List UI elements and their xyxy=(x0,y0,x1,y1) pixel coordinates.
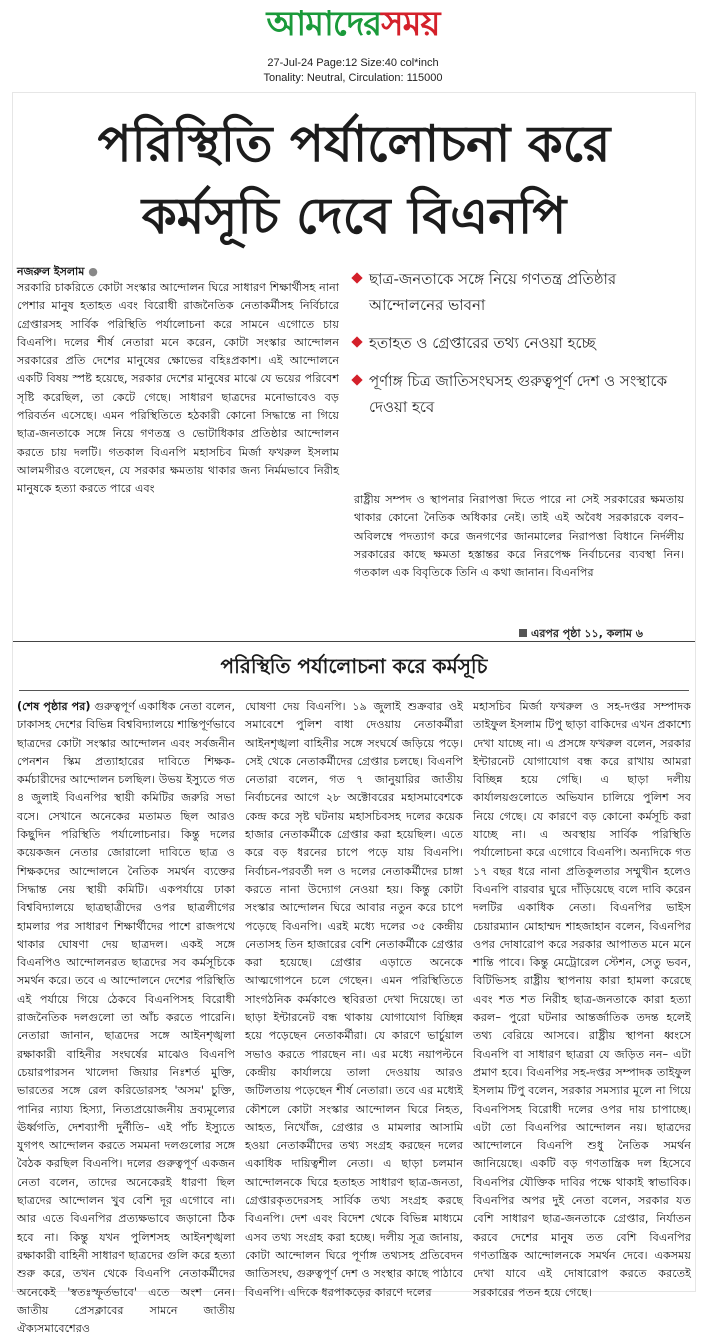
news-clipping xyxy=(12,92,696,1336)
highlights-box xyxy=(353,266,683,432)
continuation-note-text: এরপর পৃষ্ঠা ১১, কলাম ৬ xyxy=(531,627,643,640)
masthead xyxy=(0,0,706,50)
headline-line2: কর্মসূচি দেবে বিএনপি xyxy=(141,187,567,245)
highlight-text: পূর্ণাঙ্গ চিত্র জাতিসংঘসহ গুরুত্বপূর্ণ দেশ ও সংস্থাকে দেওয়া হবে xyxy=(369,372,668,416)
highlight-text: হতাহত ও গ্রেপ্তারের তথ্য নেওয়া হচ্ছে xyxy=(369,334,596,352)
body-column-1 xyxy=(17,698,236,1336)
right-continuation-paragraph: রাষ্ট্রীয় সম্পদ ও স্থাপনার নিরাপত্তা দিতে পারে না সেই সরকারের ক্ষমতায় থাকার কোনো নৈতিক অধিকার নেই। তাই এই অবৈধ সরকারকে বলব– অবিলম্বে পদত্যাগ করে জনগণের জানমালের নিরাপত্তা বিধানে নির্দলীয় সরকারের কাছে ক্ষমতা হস্তান্তর করে নিরপেক্ষ নির্বাচনের ব্যবস্থা নিন। গতকাল এক বিবৃতিকে তিনি এ কথা জানান। বিএনপির xyxy=(354,493,684,580)
continued-section xyxy=(13,641,695,1336)
highlight-item xyxy=(353,330,683,356)
diamond-bullet-icon xyxy=(351,374,362,385)
byline-dot-icon: ● xyxy=(88,265,98,278)
logo-part1: আমাদের xyxy=(266,4,382,44)
headline-line1: পরিস্থিতি পর্যালোচনা করে xyxy=(97,115,611,173)
byline-name: নজরুল ইসলাম xyxy=(17,265,85,278)
highlight-item xyxy=(353,266,683,318)
continued-subhead: পরিস্থিতি পর্যালোচনা করে কর্মসূচি xyxy=(220,654,488,678)
column-text: গুরুত্বপূর্ণ একাধিক নেতা বলেন, ঢাকাসহ দেশের বিভিন্ন বিশ্ববিদ্যালয়ে শান্তিপূর্ণভাবে ছাত্রদের কোটা সংস্কার আন্দোলন এবং সর্বজনীন পেনশন স্কিম প্রত্যাহারের দাবিতে শিক্ষক-কর্মচারীদের আন্দোলন চলছিল। উভয় ইস্যুতে গত ৪ জুলাই বিএনপির স্থায়ী কমিটির জরুরি সভা বসে। সেখানে অনেকের মতামত ছিল আরও কিছুদিন পরিস্থিতি পর্যালোচনার। কিন্তু দলের কয়েকজন নেতার জোরালো দাবিতে ছাত্র ও শিক্ষকদের আন্দোলনে নৈতিক সমর্থন ব্যক্তের সিদ্ধান্ত নেয় স্থায়ী কমিটি। একপর্যায়ে ঢাকা বিশ্ববিদ্যালয়ে ছাত্রছাত্রীদের ওপর ছাত্রলীগের হামলার পর সাধারণ শিক্ষার্থীদের পাশে রাজপথে থাকার ঘোষণা দেয় ছাত্রদল। একই সঙ্গে বিএনপিও আন্দোলনরত ছাত্রদের সব কর্মসূচিকে সমর্থন করে। তবে এ আন্দোলনে দেশের পরিস্থিতি এই পর্যায়ে গিয়ে ঠেকবে বিএনপিসহ বিরোধী রাজনৈতিক দলগুলো তা আঁচ করতে পারেনি। নেতারা জানান, ছাত্রদের সঙ্গে আইনশৃঙ্খলা রক্ষাকারী বাহিনীর সংঘর্ষের মাঝেও বিএনপি চেয়ারপারসন খালেদা জিয়ার নিঃশর্ত মুক্তি, ভারতের সঙ্গে রেল করিডোরসহ 'অসম' চুক্তি, পানির ন্যায্য হিস্যা, নিত্যপ্রয়োজনীয় দ্রব্যমূল্যের ঊর্ধ্বগতি, দেশব্যাপী দুর্নীতি– এই পাঁচ ইস্যুতে যুগপৎ আন্দোলন করতে সমমনা দলগুলোর সঙ্গে বৈঠক করছিল বিএনপি। দলের গুরুত্বপূর্ণ একজন নেতা বলেন, তাদের অনেকেরই ধারণা ছিল ছাত্রদের আন্দোলন খুব বেশি দূর এগোবে না। আর এতে বিএনপির প্রত্যক্ষভাবে জড়ানো ঠিক হবে না। কিন্তু যখন পুলিশসহ আইনশৃঙ্খলা রক্ষাকারী বাহিনী সাধারণ ছাত্রদের গুলি করে হত্যা শুরু করে, তখন থেকে বিএনপি নেতাকর্মীদের অনেকেই 'স্বতঃস্ফূর্তভাবে' এতে অংশ নেন। জাতীয় প্রেসক্লাবের সামনে জাতীয় ঐক্যসমাবেশেরও xyxy=(17,700,236,1336)
clip-meta-page: 27-Jul-24 Page:12 Size:40 col*inch xyxy=(267,57,439,69)
body-column-2: ঘোষণা দেয় বিএনপি। ১৯ জুলাই শুক্রবার ওই সমাবেশে পুলিশ বাধা দেওয়ায় নেতাকর্মীরা আইনশৃঙ্খলা বাহিনীর সঙ্গে সংঘর্ষে জড়িয়ে পড়ে। সেই থেকে নেতাকর্মীদের গ্রেপ্তার চলছে। বিএনপি নেতারা বলেন, গত ৭ জানুয়ারির জাতীয় নির্বাচনের আগে ২৮ অক্টোবরের মহাসমাবেশকে কেন্দ্র করে সৃষ্ট ঘটনায় মহাসচিবসহ দলের কয়েক হাজার নেতাকর্মীকে গ্রেপ্তার করা হয়েছিল। এতে করে বড় ধরনের চাপে পড়ে যায় বিএনপি। নির্বাচন-পরবর্তী দল ও দলের নেতাকর্মীদের চাঙ্গা করতে নানা উদ্যোগ নেওয়া হয়। কিন্তু কোটা সংস্কার আন্দোলন ঘিরে আবার নতুন করে চাপে পড়েছে বিএনপি। এরই মধ্যে দলের ৩৫ কেন্দ্রীয় নেতাসহ তিন হাজারের বেশি নেতাকর্মীকে গ্রেপ্তার করা হয়েছে। গ্রেপ্তার এড়াতে অনেকে আত্মগোপনে চলে গেছেন। এমন পরিস্থিতিতে সাংগঠনিক কর্মকাণ্ডে স্থবিরতা দেখা দিয়েছে। তা ছাড়া ইন্টারনেট বন্ধ থাকায় যোগাযোগ বিচ্ছিন্ন হয়ে পড়েছেন নেতাকর্মীরা। যে কারণে ভার্চুয়াল সভাও করতে পারছেন না। এর মধ্যে নয়াপল্টনে কেন্দ্রীয় কার্যালয়ে তালা দেওয়ায় আরও জটিলতায় পড়েছেন শীর্ষ নেতারা। তবে এর মধ্যেই কৌশলে কোটা সংস্কার আন্দোলন ঘিরে নিহত, আহত, নিখোঁজ, গ্রেপ্তার ও মামলার আসামি হওয়া নেতাকর্মীদের তথ্য সংগ্রহ করছেন দলের একাধিক দায়িত্বশীল নেতা। এ ছাড়া চলমান আন্দোলনকে ঘিরে হতাহত সাধারণ ছাত্র-জনতা, গ্রেপ্তারকৃতদেরসহ সার্বিক তথ্য সংগ্রহ করছে বিএনপি। দেশ এবং বিদেশ থেকে বিভিন্ন মাধ্যমে এসব তথ্য সংগ্রহ করা হচ্ছে। দলীয় সূত্র জানায়, কোটা আন্দোলন ঘিরে পূর্ণাঙ্গ তথ্যসহ প্রতিবেদন জাতিসংঘ, গুরুত্বপূর্ণ দেশ ও সংস্থার কাছে পাঠাবে বিএনপি। এদিকে ধরপাকড়ের কারণে দলের xyxy=(245,700,463,1299)
square-marker-icon xyxy=(519,629,527,637)
newspaper-logo xyxy=(267,2,440,46)
diamond-bullet-icon xyxy=(351,272,362,283)
continued-from-note: (শেষ পৃষ্ঠার পর) xyxy=(17,700,91,713)
highlight-text: ছাত্র-জনতাকে সঙ্গে নিয়ে গণতন্ত্র প্রতিষ্ঠার আন্দোলনের ভাবনা xyxy=(369,270,617,314)
diamond-bullet-icon xyxy=(351,336,362,347)
logo-part2: সময় xyxy=(381,4,440,44)
highlight-item xyxy=(353,368,683,420)
clip-meta-tonality: Tonality: Neutral, Circulation: 115000 xyxy=(263,72,443,84)
subhead-divider xyxy=(19,690,689,691)
lede-paragraph: সরকারি চাকরিতে কোটা সংস্কার আন্দোলন ঘিরে সাধারণ শিক্ষার্থীসহ নানা পেশার মানুষ হতাহত এবং বিরোধী রাজনৈতিক নেতাকর্মীসহ নির্বিচারে গ্রেপ্তারসহ সার্বিক পরিস্থিতি পর্যালোচনা করে সামনে এগোতে চায় বিএনপি। দলের শীর্ষ নেতারা মনে করেন, কোটা সংস্কার আন্দোলন সরকারের প্রতি দেশের মানুষের ক্ষোভের বহিঃপ্রকাশ। এই আন্দোলনে একটি বিষয় স্পষ্ট হয়েছে, সরকার দেশের মানুষের মাঝে যে ভয়ের পরিবেশ সৃষ্টি করেছিল, তা কেটে গেছে। সাধারণ ছাত্রদের মনোভাবেও বড় পরিবর্তন এসেছে। এমন পরিস্থিতিতে হঠকারী কোনো সিদ্ধান্তে না গিয়ে ছাত্র-জনতাকে সঙ্গে নিয়ে গণতন্ত্র ও ভোটাধিকার প্রতিষ্ঠার আন্দোলন করতে চায় দলটি। গতকাল বিএনপি মহাসচিব মির্জা ফখরুল ইসলাম আলমগীরও বলেছেন, যে সরকার ক্ষমতায় থাকার জন্য নির্মমভাবে নিরীহ মানুষকে হত্যা করতে পারে এবং xyxy=(17,281,339,496)
body-column-3: মহাসচিব মির্জা ফখরুল ও সহ-দপ্তর সম্পাদক তাইফুল ইসলাম টিপু ছাড়া বাকিদের এখন প্রকাশ্যে দেখা যাচ্ছে না। এ প্রসঙ্গে ফখরুল বলেন, সরকার ইন্টারনেট যোগাযোগ বন্ধ করে রাখায় আমরা বিচ্ছিন্ন হয়ে গেছি। এ ছাড়া দলীয় কার্যালয়গুলোতে অভিযান চালিয়ে পুলিশ সব নিয়ে গেছে। যে কারণে বড় কোনো কর্মসূচি করা যাচ্ছে না। এ অবস্থায় সার্বিক পরিস্থিতি পর্যালোচনা করে এগোবে বিএনপি। অন্যদিকে গত ১৭ বছর ধরে নানা প্রতিকূলতার সম্মুখীন হলেও বিএনপি বারবার ঘুরে দাঁড়িয়েছে বলে দাবি করেন দলটির একাধিক নেতা। বিএনপির ভাইস চেয়ারম্যান মোহাম্মদ শাহজাহান বলেন, বিএনপির ওপর দোষারোপ করে সরকার আপাতত মনে মনে শান্তি পাবে। কিন্তু মেট্রোরেল স্টেশন, সেতু ভবন, বিটিভিসহ রাষ্ট্রীয় স্থাপনায় কারা হামলা করেছে এবং শত শত নিরীহ ছাত্র-জনতাকে কারা হত্যা করল– পুরো ঘটনার আন্তর্জাতিক তদন্ত হলেই তথ্য বেরিয়ে আসবে। রাষ্ট্রীয় স্থাপনা ধ্বংসে বিএনপি বা সাধারণ ছাত্ররা যে জড়িত নন– এটা প্রমাণ হবে। বিএনপির সহ-দপ্তর সম্পাদক তাইফুল ইসলাম টিপু বলেন, সরকার সমস্যার মূলে না গিয়ে বিএনপিসহ বিরোধী দলের ওপর দায় চাপাচ্ছে। এটা তো বিএনপির আন্দোলন নয়। ছাত্রদের আন্দোলনে বিএনপি শুধু নৈতিক সমর্থন জানিয়েছে। একটি বড় গণতান্ত্রিক দল হিসেবে বিএনপির যৌক্তিক দাবির পক্ষে থাকাই স্বাভাবিক। বিএনপির অপর দুই নেতা বলেন, সরকার যত বেশি সাধারণ ছাত্র-জনতাকে গ্রেপ্তার, নির্যাতন করবে দেশের মানুষ তত বেশি বিএনপির গণতান্ত্রিক আন্দোলনকে সমর্থন দেবে। একসময় দেখা যাবে এই দোষারোপ করতে করতেই সরকারের পতন হয়ে গেছে। xyxy=(473,700,691,1299)
